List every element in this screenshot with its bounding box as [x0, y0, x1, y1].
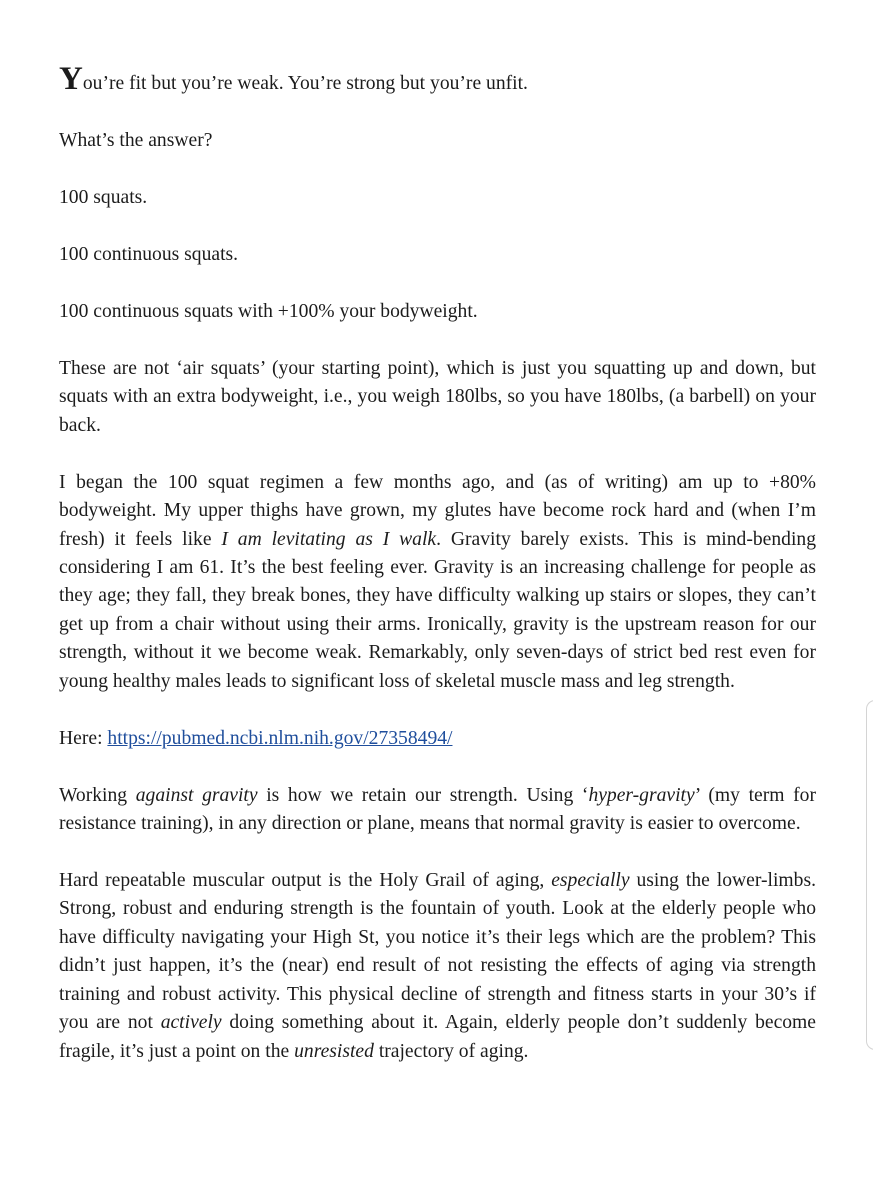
hyper-gravity-text-2: is how we retain our strength. Using ‘: [257, 784, 589, 806]
holy-grail-italic-1: especially: [551, 870, 630, 892]
scroll-indicator[interactable]: [866, 700, 873, 1050]
paragraph-weighted-squats: 100 continuous squats with +100% your bodyweight.: [59, 301, 478, 322]
paragraph-regimen: [59, 469, 816, 696]
regimen-italic: I am levitating as I walk: [221, 528, 437, 550]
hyper-gravity-text-3: ’ (my term for resistance training), in any direction or plane, means that normal gravity is easier to overcome.: [59, 784, 816, 835]
holy-grail-text-3: doing something about it. Again, elderly people don’t suddenly become fragile, it’s just a point on the: [59, 1012, 816, 1062]
holy-grail-italic-3: unresisted: [294, 1040, 374, 1062]
opening-text: ou’re fit but you’re weak. You’re strong but you’re unfit.: [82, 73, 528, 94]
holy-grail-text-1: Hard repeatable muscular output is the Holy Grail of aging,: [59, 870, 552, 892]
paragraph-reference: [59, 725, 816, 753]
pubmed-link[interactable]: https://pubmed.ncbi.nlm.nih.gov/27358494/: [107, 727, 453, 749]
paragraph-continuous-squats: 100 continuous squats.: [59, 244, 239, 265]
reference-label: Here:: [59, 727, 108, 749]
hyper-gravity-italic-1: against gravity: [135, 784, 258, 806]
regimen-text-1: I began the 100 squat regimen a few months ago, and (as of writing) am up to +80% bodyweight. My upper thighs have grown, my glutes have become rock hard and (when I’m fresh) it feels like: [59, 471, 816, 550]
holy-grail-text-2: using the lower-limbs. Strong, robust and enduring strength is the fountain of youth. Look at the elderly people who have difficulty navigating your High St, you notice it’s their legs which are the problem? This didn’t just happen, it’s the (near) end result of not resisting the effects of aging via strength training and robust activity. This physical decline of strength and fitness starts in your 30’s if you are not: [59, 870, 816, 1034]
paragraph-holy-grail: [59, 867, 816, 1066]
paragraph-hyper-gravity: [59, 782, 816, 839]
holy-grail-italic-2: actively: [160, 1012, 222, 1034]
paragraph-air-squats: These are not ‘air squats’ (your starting point), which is just you squatting up and down, but squats with an extra bodyweight, i.e., you weigh 180lbs, so you have 180lbs, (a barbell) on your back.: [59, 358, 816, 436]
paragraph-100-squats: 100 squats.: [59, 187, 148, 208]
hyper-gravity-italic-2: hyper-gravity: [588, 784, 695, 806]
drop-cap: Y: [59, 61, 83, 97]
holy-grail-text-4: trajectory of aging.: [373, 1040, 529, 1062]
document-page: [59, 63, 816, 1095]
paragraph-question: What’s the answer?: [59, 130, 213, 151]
regimen-text-2: . Gravity barely exists. This is mind-bending considering I am 61. It’s the best feeling ever. Gravity is an increasing challenge for people as they age; they fall, they break bones, they have difficulty walking up stairs or slopes, they can’t get up from a chair without using their arms. Ironically, gravity is the upstream reason for our strength, without it we become weak. Remarkably, only seven-days of strict bed rest even for young healthy males leads to significant loss of skeletal muscle mass and leg strength.: [59, 528, 816, 692]
hyper-gravity-text-1: Working: [59, 784, 136, 806]
paragraph-opening: [59, 63, 816, 98]
